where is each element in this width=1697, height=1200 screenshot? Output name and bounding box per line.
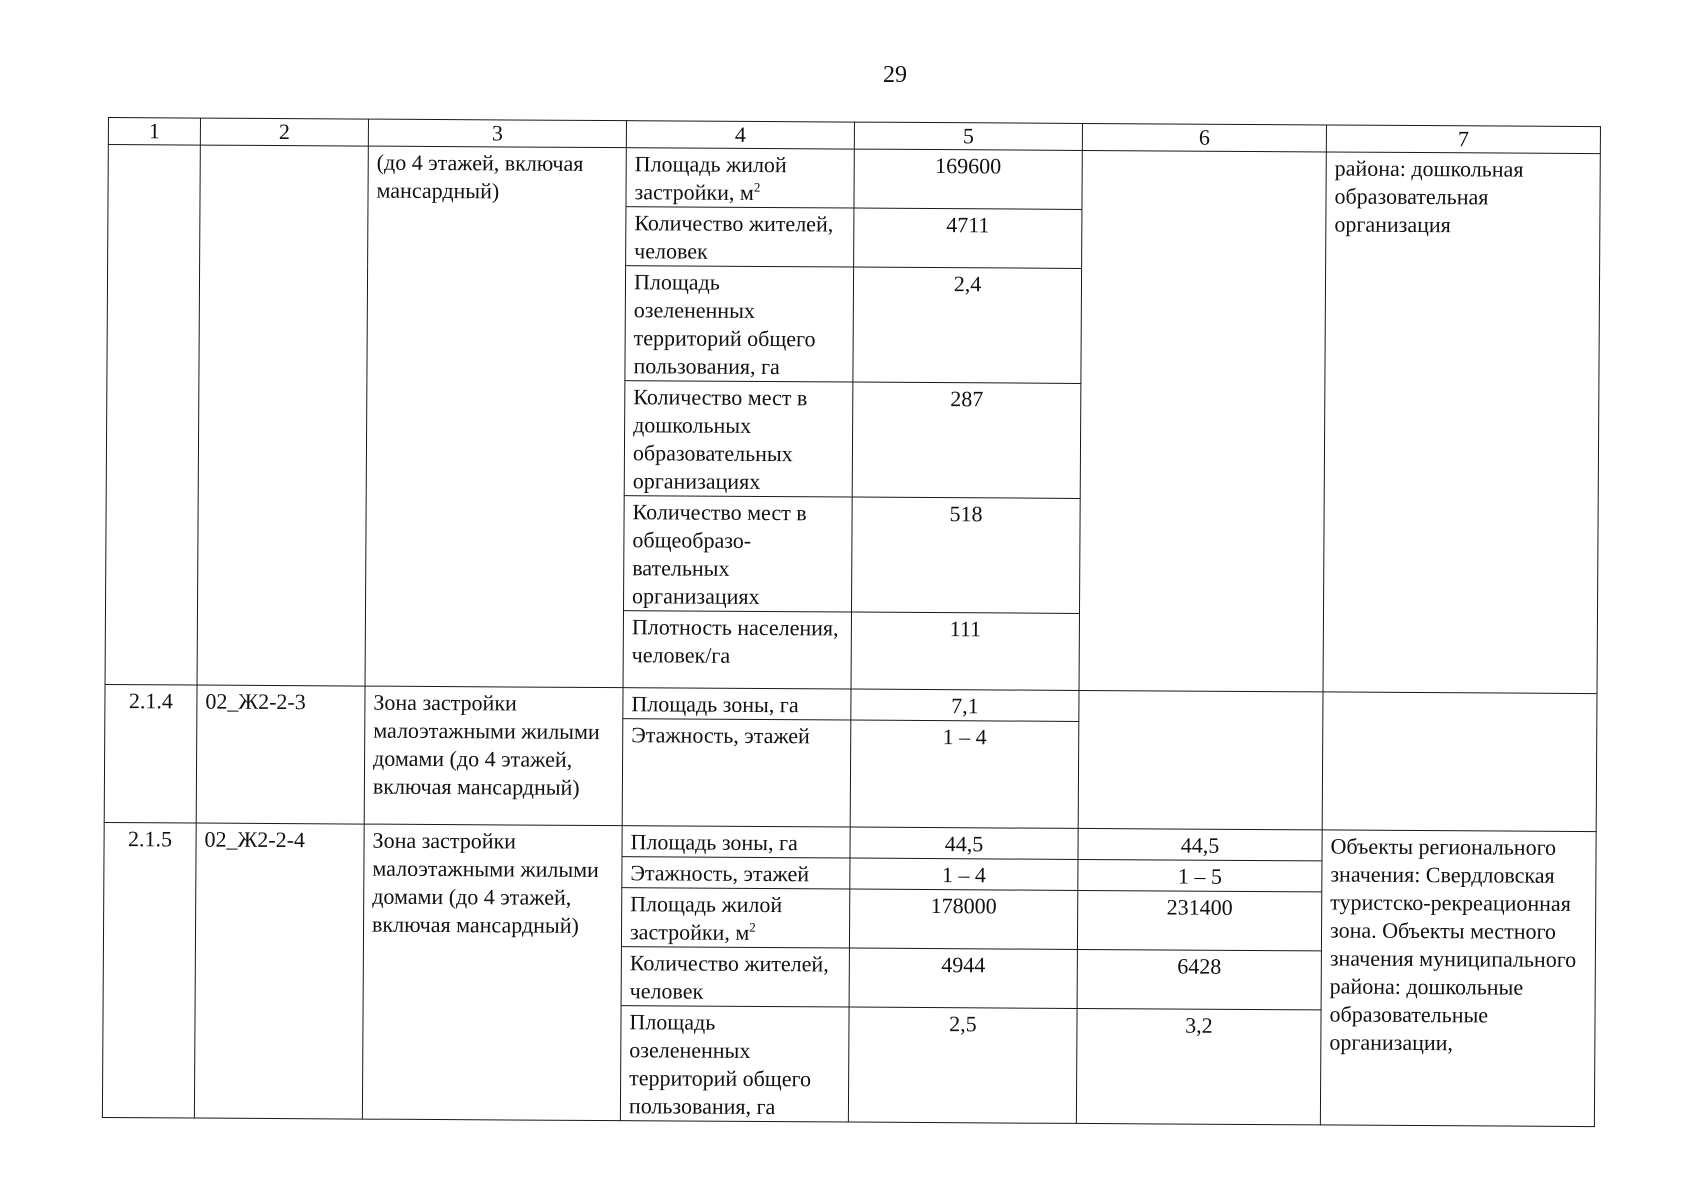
cell-col7-text: Объекты регионального значения: Свердловская туристско-рекреационная зона. Объекты местного значения муниципального района: дошкольные образовательные организации, — [1320, 830, 1596, 1127]
header-col-2: 2 — [200, 118, 368, 146]
header-col-6: 6 — [1082, 123, 1326, 151]
cell-indicator: Плотность населения, человек/га — [623, 611, 851, 689]
cell-value-6: 44,5 — [1078, 828, 1322, 860]
cell-indicator: Количество мест в общеобразо-вательных организациях — [623, 496, 852, 612]
cell-indicator: Этажность, этажей — [622, 857, 850, 889]
cell-value-5: 1 – 4 — [850, 858, 1078, 890]
cell-code-empty — [197, 145, 368, 686]
cell-indicator: Площадь зоны, га — [622, 826, 850, 858]
cell-indicator: Количество мест в дошкольных образовательных организациях — [624, 381, 853, 497]
cell-value-5: 178000 — [849, 889, 1077, 949]
cell-indicator: Этажность, этажей — [622, 719, 851, 827]
cell-code: 02_Ж2-2-4 — [194, 823, 364, 1119]
cell-value-5: 44,5 — [850, 827, 1078, 859]
table-row — [108, 145, 1600, 213]
cell-value-5: 518 — [851, 497, 1080, 613]
page-number: 29 — [883, 62, 907, 88]
cell-value-5: 4944 — [849, 948, 1077, 1008]
cell-indicator: Количество жителей, человек — [621, 947, 849, 1007]
cell-num: 2.1.4 — [104, 684, 197, 823]
cell-value-5: 2,4 — [853, 267, 1082, 383]
cell-value-6: 231400 — [1077, 890, 1321, 950]
cell-value-5: 287 — [852, 382, 1081, 498]
cell-value-6: 6428 — [1077, 949, 1321, 1009]
cell-indicator: Площадь озелененных территорий общего пользования, га — [625, 266, 854, 382]
cell-indicator: Количество жителей, человек — [626, 207, 854, 267]
cell-col7-empty — [1322, 692, 1597, 832]
cell-value-5: 7,1 — [851, 689, 1079, 721]
header-col-3: 3 — [368, 119, 626, 148]
cell-col6-empty — [1079, 150, 1326, 691]
cell-col7-text: района: дошкольная образовательная организация — [1323, 152, 1600, 694]
cell-value-6: 3,2 — [1076, 1008, 1321, 1124]
header-col-4: 4 — [626, 121, 854, 149]
cell-value-5: 111 — [851, 612, 1079, 690]
cell-col6-empty — [1078, 690, 1323, 829]
cell-value-5: 2,5 — [848, 1007, 1077, 1123]
cell-indicator: Площадь озелененных территорий общего пользования, га — [620, 1006, 849, 1122]
cell-zone-desc: (до 4 этажей, включая мансардный) — [365, 146, 626, 688]
cell-value-5: 1 – 4 — [850, 720, 1079, 828]
header-col-1: 1 — [108, 118, 200, 146]
cell-num: 2.1.5 — [102, 822, 196, 1118]
cell-zone-desc: Зона застройки малоэтажными жилыми домами (до 4 этажей, включая мансардный) — [362, 824, 622, 1121]
cell-indicator: Площадь жилой застройки, $м^2$ — [626, 148, 854, 208]
cell-zone-desc: Зона застройки малоэтажными жилыми домами (до 4 этажей, включая мансардный) — [364, 686, 623, 826]
cell-value-5: 169600 — [854, 149, 1082, 209]
cell-value-5: 4711 — [854, 208, 1082, 268]
cell-indicator: Площадь зоны, га — [623, 688, 851, 720]
header-col-5: 5 — [854, 122, 1082, 150]
planning-table — [102, 117, 1601, 1127]
cell-value-6: 1 – 5 — [1078, 859, 1322, 891]
cell-num-empty — [105, 145, 200, 686]
cell-indicator: Площадь жилой застройки, $м^2$ — [621, 888, 849, 948]
header-col-7: 7 — [1326, 125, 1600, 154]
cell-code: 02_Ж2-2-3 — [196, 685, 365, 824]
